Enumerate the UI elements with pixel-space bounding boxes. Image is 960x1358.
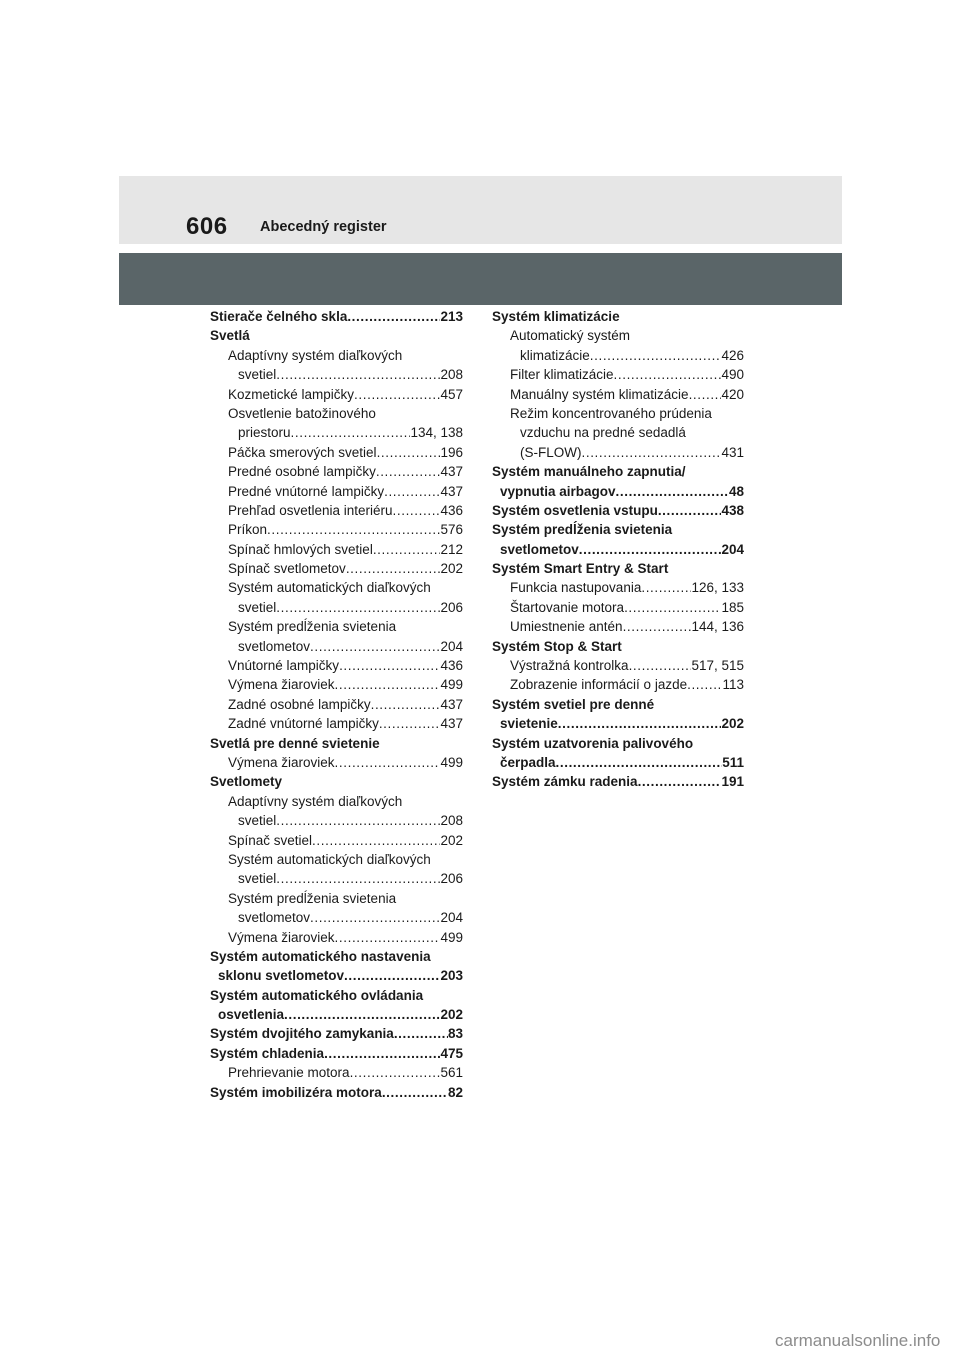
index-entry bbox=[492, 753, 744, 772]
index-entry bbox=[210, 850, 463, 869]
index-entry bbox=[210, 695, 463, 714]
index-page-ref: 203 bbox=[440, 968, 463, 984]
index-page-ref: 206 bbox=[440, 871, 463, 887]
index-entry bbox=[492, 520, 744, 539]
dot-leader bbox=[324, 1044, 440, 1063]
index-entry bbox=[210, 889, 463, 908]
index-entry bbox=[210, 675, 463, 694]
index-term: Systém imobilizéra motora bbox=[210, 1084, 382, 1100]
index-entry bbox=[210, 482, 463, 501]
index-entry bbox=[492, 462, 744, 481]
index-term: Systém automatických diaľkových bbox=[228, 580, 431, 596]
dot-leader bbox=[641, 578, 691, 597]
index-entry bbox=[210, 714, 463, 733]
dot-leader bbox=[658, 501, 722, 520]
index-term: priestoru bbox=[238, 425, 291, 441]
header-band bbox=[119, 253, 842, 305]
dot-leader bbox=[687, 675, 722, 694]
index-term: Zadné vnútorné lampičky bbox=[228, 716, 379, 732]
index-term: (S-FLOW) bbox=[520, 444, 582, 460]
index-page-ref: 208 bbox=[440, 813, 463, 829]
index-page-ref: 420 bbox=[721, 386, 744, 402]
index-page-ref: 499 bbox=[440, 677, 463, 693]
index-term: Funkcia nastupovania bbox=[510, 580, 642, 596]
index-term: Systém automatického ovládania bbox=[210, 987, 424, 1003]
index-page-ref: 436 bbox=[440, 502, 463, 518]
index-entry bbox=[492, 482, 744, 501]
index-term: Manuálny systém klimatizácie bbox=[510, 386, 689, 402]
dot-leader bbox=[344, 966, 440, 985]
index-term: Automatický systém bbox=[510, 328, 631, 344]
index-entry bbox=[210, 792, 463, 811]
index-term: Predné osobné lampičky bbox=[228, 464, 376, 480]
index-entry bbox=[492, 695, 744, 714]
index-term: Systém chladenia bbox=[210, 1045, 325, 1061]
index-entry bbox=[210, 1063, 463, 1082]
index-entry bbox=[210, 1083, 463, 1102]
index-entry bbox=[210, 1024, 463, 1043]
index-term: svetlometov bbox=[238, 638, 311, 654]
watermark: carmanualsonline.info bbox=[775, 1331, 941, 1350]
index-entry bbox=[492, 656, 744, 675]
index-term: Svetlá pre denné svietenie bbox=[210, 735, 380, 751]
dot-leader bbox=[347, 307, 440, 326]
index-term: vzduchu na predné sedadlá bbox=[520, 425, 686, 441]
index-term: osvetlenia bbox=[218, 1007, 285, 1023]
dot-leader bbox=[558, 714, 722, 733]
dot-leader bbox=[689, 385, 722, 404]
index-term: svetiel bbox=[238, 871, 277, 887]
index-term: Systém klimatizácie bbox=[492, 309, 620, 324]
dot-leader bbox=[267, 520, 440, 539]
dot-leader bbox=[638, 772, 722, 791]
index-page-ref: 213 bbox=[440, 309, 463, 324]
index-entry bbox=[210, 637, 463, 656]
index-entry bbox=[492, 598, 744, 617]
section-title: Abecedný register bbox=[260, 219, 387, 235]
dot-leader bbox=[310, 908, 440, 927]
index-term: svetiel bbox=[238, 599, 277, 615]
index-term: Vnútorné lampičky bbox=[228, 658, 340, 674]
index-page-ref: 208 bbox=[440, 367, 463, 383]
index-term: Umiestnenie antén bbox=[510, 619, 623, 635]
dot-leader bbox=[377, 443, 441, 462]
index-term: Systém Stop & Start bbox=[492, 638, 622, 654]
index-entry bbox=[210, 966, 463, 985]
index-page-ref: 438 bbox=[721, 502, 744, 518]
index-entry bbox=[210, 986, 463, 1005]
dot-leader bbox=[373, 540, 441, 559]
index-entry bbox=[492, 365, 744, 384]
index-term: Adaptívny systém diaľkových bbox=[228, 793, 403, 809]
index-page-ref: 204 bbox=[440, 910, 463, 926]
index-entry bbox=[492, 559, 744, 578]
index-entry bbox=[492, 675, 744, 694]
dot-leader bbox=[393, 501, 441, 520]
index-entry bbox=[210, 540, 463, 559]
index-page-ref: 576 bbox=[440, 522, 463, 538]
index-term: Štartovanie motora bbox=[510, 599, 625, 615]
dot-leader bbox=[339, 656, 440, 675]
index-term: Systém predĺženia svietenia bbox=[228, 890, 397, 906]
index-term: Spínač svetlometov bbox=[228, 561, 346, 577]
index-entry bbox=[210, 443, 463, 462]
index-term: Výstražná kontrolka bbox=[510, 658, 629, 674]
index-entry bbox=[210, 734, 463, 753]
index-term: Systém uzatvorenia palivového bbox=[492, 735, 694, 751]
dot-leader bbox=[384, 482, 440, 501]
index-term: Systém svetiel pre denné bbox=[492, 696, 655, 712]
index-term: Kozmetické lampičky bbox=[228, 386, 355, 402]
index-page-ref: 202 bbox=[721, 716, 744, 732]
index-term: Zadné osobné lampičky bbox=[228, 696, 371, 712]
index-page-ref: 204 bbox=[721, 541, 744, 557]
index-entry bbox=[210, 1005, 463, 1024]
index-term: svietenie bbox=[500, 716, 558, 732]
dot-leader bbox=[623, 617, 692, 636]
dot-leader bbox=[284, 1005, 440, 1024]
index-entry bbox=[210, 501, 463, 520]
index-entry bbox=[492, 346, 744, 365]
index-term: Systém dvojitého zamykania bbox=[210, 1026, 394, 1042]
index-entry bbox=[210, 928, 463, 947]
index-entry bbox=[492, 326, 744, 345]
dot-leader bbox=[335, 928, 441, 947]
index-term: Filter klimatizácie bbox=[510, 367, 614, 383]
index-page-ref: 202 bbox=[440, 832, 463, 848]
page-number: 606 bbox=[186, 213, 228, 240]
index-page-ref: 113 bbox=[722, 677, 744, 693]
index-term: Systém automatického nastavenia bbox=[210, 948, 431, 964]
index-entry bbox=[210, 617, 463, 636]
index-term: Systém zámku radenia bbox=[492, 774, 638, 790]
index-page-ref: 48 bbox=[728, 483, 744, 499]
index-term: svetlometov bbox=[238, 910, 311, 926]
index-entry bbox=[210, 1044, 463, 1063]
index-term: Svetlá bbox=[210, 328, 250, 344]
index-page-ref: 436 bbox=[440, 658, 463, 674]
index-entry bbox=[210, 656, 463, 675]
index-entry bbox=[492, 385, 744, 404]
index-column-left bbox=[210, 307, 463, 1102]
index-term: Systém predĺženia svietenia bbox=[492, 522, 673, 538]
dot-leader bbox=[379, 714, 441, 733]
dot-leader bbox=[276, 365, 440, 384]
dot-leader bbox=[335, 675, 441, 694]
index-page-ref: 475 bbox=[440, 1045, 463, 1061]
dot-leader bbox=[371, 695, 441, 714]
index-term: Systém manuálneho zapnutia/ bbox=[492, 464, 686, 480]
index-entry bbox=[210, 307, 463, 326]
index-entry bbox=[210, 869, 463, 888]
index-entry bbox=[210, 772, 463, 791]
index-term: Zobrazenie informácií o jazde bbox=[510, 677, 688, 693]
index-entry bbox=[210, 811, 463, 830]
index-entry bbox=[492, 734, 744, 753]
index-entry bbox=[492, 617, 744, 636]
index-entry bbox=[210, 578, 463, 597]
index-page-ref: 499 bbox=[440, 754, 463, 770]
index-column-right bbox=[492, 307, 744, 792]
index-page-ref: 517, 515 bbox=[691, 658, 744, 674]
index-term: svetiel bbox=[238, 367, 277, 383]
index-page-ref: 457 bbox=[440, 386, 463, 402]
index-entry bbox=[210, 947, 463, 966]
dot-leader bbox=[629, 656, 692, 675]
index-term: Systém Smart Entry & Start bbox=[492, 561, 669, 577]
dot-leader bbox=[350, 1063, 441, 1082]
index-entry bbox=[210, 365, 463, 384]
index-entry bbox=[492, 307, 744, 326]
index-term: Systém automatických diaľkových bbox=[228, 851, 431, 867]
index-entry bbox=[210, 598, 463, 617]
index-page-ref: 437 bbox=[440, 483, 463, 499]
index-term: Osvetlenie batožinového bbox=[228, 405, 376, 421]
index-term: Systém osvetlenia vstupu bbox=[492, 502, 658, 518]
index-entry bbox=[492, 637, 744, 656]
index-page-ref: 212 bbox=[440, 541, 463, 557]
index-entry bbox=[210, 462, 463, 481]
index-term: Svetlomety bbox=[210, 774, 283, 790]
index-term: Režim koncentrovaného prúdenia bbox=[510, 405, 712, 421]
index-term: Výmena žiaroviek bbox=[228, 677, 335, 693]
index-term: vypnutia airbagov bbox=[500, 483, 616, 499]
index-page-ref: 206 bbox=[440, 599, 463, 615]
index-page-ref: 83 bbox=[447, 1026, 463, 1042]
index-term: Výmena žiaroviek bbox=[228, 754, 335, 770]
index-term: Stierače čelného skla bbox=[210, 309, 348, 324]
dot-leader bbox=[394, 1024, 448, 1043]
dot-leader bbox=[376, 462, 441, 481]
index-term: svetiel bbox=[238, 813, 277, 829]
index-page-ref: 437 bbox=[440, 716, 463, 732]
index-term: Výmena žiaroviek bbox=[228, 929, 335, 945]
index-entry bbox=[210, 346, 463, 365]
dot-leader bbox=[624, 598, 721, 617]
index-page-ref: 426 bbox=[721, 347, 744, 363]
dot-leader bbox=[276, 869, 440, 888]
index-page-ref: 511 bbox=[722, 754, 744, 770]
index-page-ref: 82 bbox=[447, 1084, 463, 1100]
index-page-ref: 126, 133 bbox=[691, 580, 744, 596]
index-page-ref: 561 bbox=[440, 1065, 463, 1081]
index-term: svetlometov bbox=[500, 541, 579, 557]
index-entry bbox=[210, 559, 463, 578]
dot-leader bbox=[614, 365, 722, 384]
index-entry bbox=[492, 540, 744, 559]
dot-leader bbox=[382, 1083, 448, 1102]
index-term: Páčka smerových svetiel bbox=[228, 444, 377, 460]
index-term: Systém predĺženia svietenia bbox=[228, 619, 397, 635]
index-entry bbox=[492, 714, 744, 733]
index-page-ref: 202 bbox=[440, 561, 463, 577]
index-page-ref: 134, 138 bbox=[410, 425, 463, 441]
index-entry bbox=[492, 578, 744, 597]
index-page-ref: 499 bbox=[440, 929, 463, 945]
dot-leader bbox=[276, 811, 440, 830]
dot-leader bbox=[582, 443, 722, 462]
index-entry bbox=[492, 404, 744, 423]
index-page-ref: 202 bbox=[440, 1007, 463, 1023]
index-entry bbox=[210, 908, 463, 927]
index-term: Adaptívny systém diaľkových bbox=[228, 347, 403, 363]
index-term: Predné vnútorné lampičky bbox=[228, 483, 385, 499]
index-page-ref: 185 bbox=[721, 599, 744, 615]
index-page-ref: 144, 136 bbox=[691, 619, 744, 635]
index-term: klimatizácie bbox=[520, 347, 590, 363]
index-entry bbox=[210, 831, 463, 850]
dot-leader bbox=[346, 559, 441, 578]
dot-leader bbox=[579, 540, 722, 559]
dot-leader bbox=[556, 753, 723, 772]
index-entry bbox=[210, 520, 463, 539]
index-entry bbox=[492, 443, 744, 462]
dot-leader bbox=[291, 423, 411, 442]
index-term: sklonu svetlometov bbox=[218, 968, 345, 984]
index-entry bbox=[210, 404, 463, 423]
index-term: čerpadla bbox=[500, 754, 556, 770]
index-entry bbox=[210, 753, 463, 772]
index-term: Spínač svetiel bbox=[228, 832, 313, 848]
index-term: Prehľad osvetlenia interiéru bbox=[228, 502, 393, 518]
index-page-ref: 191 bbox=[721, 774, 744, 790]
index-entry bbox=[210, 326, 463, 345]
index-entry bbox=[492, 772, 744, 791]
index-entry bbox=[210, 423, 463, 442]
index-page-ref: 204 bbox=[440, 638, 463, 654]
index-page-ref: 437 bbox=[440, 464, 463, 480]
index-page-ref: 431 bbox=[721, 444, 744, 460]
index-page-ref: 437 bbox=[440, 696, 463, 712]
index-term: Prehrievanie motora bbox=[228, 1065, 350, 1081]
index-page-ref: 196 bbox=[440, 444, 463, 460]
dot-leader bbox=[590, 346, 722, 365]
index-entry bbox=[210, 385, 463, 404]
dot-leader bbox=[616, 482, 729, 501]
dot-leader bbox=[354, 385, 440, 404]
dot-leader bbox=[335, 753, 441, 772]
index-term: Spínač hmlových svetiel bbox=[228, 541, 373, 557]
dot-leader bbox=[310, 637, 440, 656]
dot-leader bbox=[312, 831, 440, 850]
index-entry bbox=[492, 501, 744, 520]
dot-leader bbox=[276, 598, 440, 617]
index-page-ref: 490 bbox=[721, 367, 744, 383]
index-term: Príkon bbox=[228, 522, 268, 538]
index-entry bbox=[492, 423, 744, 442]
